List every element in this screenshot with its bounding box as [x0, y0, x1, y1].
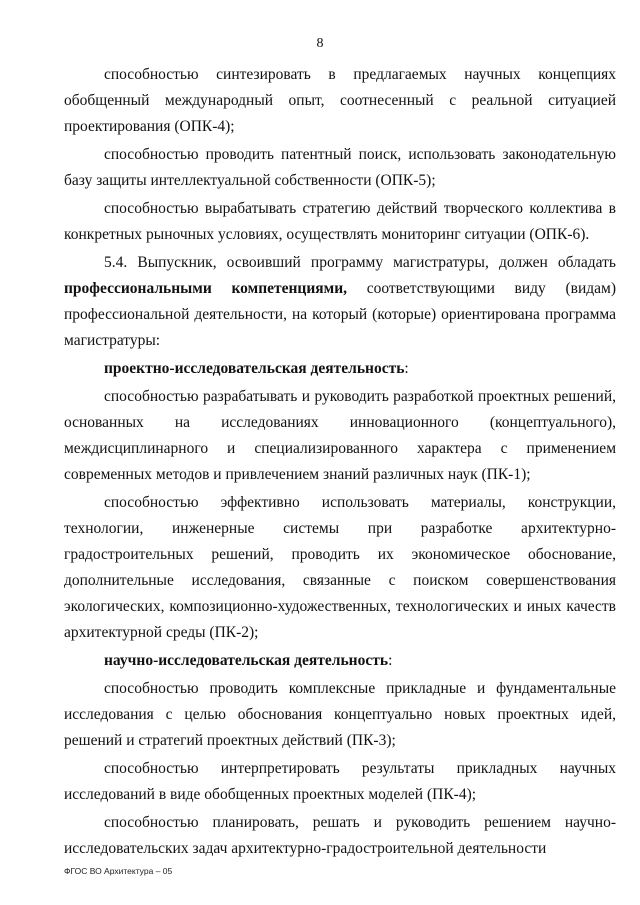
heading-scientific-research-text: научно-исследовательская деятельность: [104, 652, 389, 669]
paragraph-pk5-partial: способностью планировать, решать и руководить решением научно-исследовательских задач архитектурно-градостроительной деятельности: [64, 814, 616, 857]
paragraph-pk3: способностью проводить комплексные прикладные и фундаментальные исследования с целью обоснования концептуально новых проектных идей, решений и стратегий проектных действий (ПК-3);: [64, 680, 616, 749]
paragraph-opk5: способностью проводить патентный поиск, использовать законодательную базу защиты интеллектуальной собственности (ОПК-5);: [64, 146, 616, 189]
paragraph-pk2: способностью эффективно использовать материалы, конструкции, технологии, инженерные системы при разработке архитектурно-градостроительных решений, проводить их экономическое обоснование, дополнительные исследования, связанные с поиском совершенствования экологических, композиционно-художественных, технологических и иных качеств архитектурной среды (ПК-2);: [64, 494, 616, 641]
heading-suffix: :: [388, 652, 393, 669]
paragraph-opk4: способностью синтезировать в предлагаемых научных концепциях обобщенный международный опыт, соотнесенный с реальной ситуацией проектирования (ОПК-4);: [64, 66, 616, 135]
heading-design-research-text: проектно-исследовательская деятельность: [104, 360, 405, 377]
paragraph-section-5-4: [64, 250, 616, 354]
paragraph-pk4: способностью интерпретировать результаты прикладных научных исследований в виде обобщенных проектных моделей (ПК-4);: [64, 760, 616, 803]
heading-design-research: [64, 356, 616, 382]
document-body: [64, 62, 616, 862]
heading-suffix: :: [404, 360, 409, 377]
section-5-4-bold: профессиональными компетенциями,: [64, 280, 348, 297]
section-5-4-rest: соответствующими виду (видам) профессиональной деятельности, на который (которые) ориентирована программа магистратуры:: [64, 280, 616, 349]
heading-scientific-research: [64, 648, 616, 674]
paragraph-opk6: способностью вырабатывать стратегию действий творческого коллектива в конкретных рыночных условиях, осуществлять мониторинг ситуации (ОПК-6).: [64, 200, 616, 243]
footer-label: ФГОС ВО Архитектура – 05: [64, 866, 173, 876]
page-number: 8: [316, 36, 324, 51]
section-5-4-intro: 5.4. Выпускник, освоивший программу магистратуры, должен обладать: [104, 254, 616, 271]
paragraph-pk1: способностью разрабатывать и руководить разработкой проектных решений, основанных на исследованиях инновационного (концептуального), междисциплинарного и специализированного характера с применением современных методов и привлечением знаний различных наук (ПК-1);: [64, 388, 616, 483]
